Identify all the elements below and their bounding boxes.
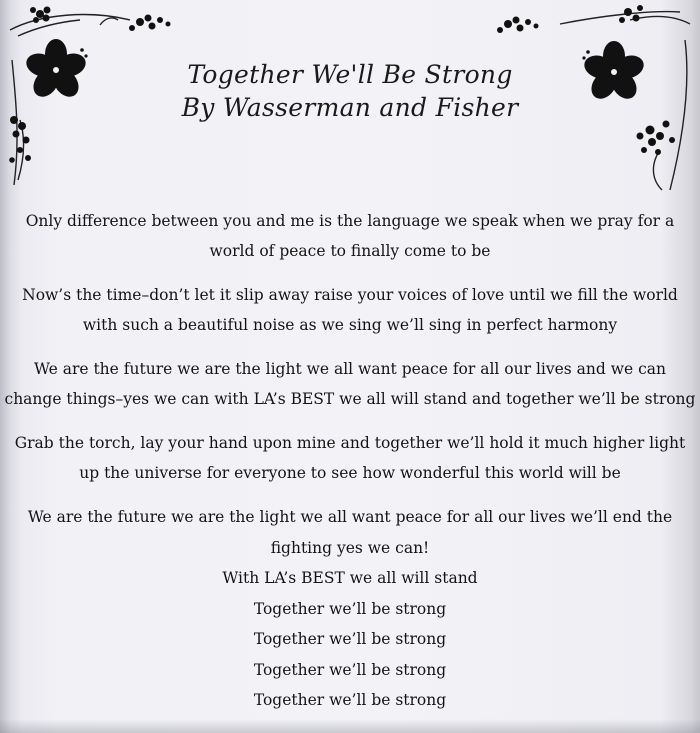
chorus-line: Together we’ll be strong xyxy=(253,691,447,709)
chorus-line: Together we’ll be strong xyxy=(253,630,447,648)
song-title: Together We'll Be Strong xyxy=(187,60,513,89)
song-title-block xyxy=(150,58,550,124)
lyric-line: Only difference between you and me is the language we speak when we pray for a xyxy=(25,212,675,230)
lyric-line: With LA’s BEST we all will stand xyxy=(222,569,478,587)
stanza-2 xyxy=(0,280,700,340)
song-authors: By Wasserman and Fisher xyxy=(181,93,519,122)
lyric-line: world of peace to finally come to be xyxy=(209,242,491,260)
lyric-line: We are the future we are the light we all want peace for all our lives we’ll end the xyxy=(27,508,673,526)
stanza-4 xyxy=(0,428,700,488)
stanza-final xyxy=(0,502,700,716)
lyric-line: We are the future we are the light we all want peace for all our lives and we can xyxy=(33,360,667,378)
stanza-3 xyxy=(0,354,700,414)
lyric-line: with such a beautiful noise as we sing we’ll sing in perfect harmony xyxy=(82,316,618,334)
lyric-line: fighting yes we can! xyxy=(270,538,430,557)
lyrics-body xyxy=(0,206,700,716)
stanza-1 xyxy=(0,206,700,266)
lyric-line: up the universe for everyone to see how wonderful this world will be xyxy=(79,464,621,482)
chorus-line: Together we’ll be strong xyxy=(253,660,447,679)
lyric-line: change things–yes we can with LA’s BEST we all will stand and together we’ll be strong xyxy=(4,390,696,408)
lyric-line: Grab the torch, lay your hand upon mine and together we’ll hold it much higher light xyxy=(14,434,686,452)
chorus-line: Together we’ll be strong xyxy=(253,599,447,618)
lyric-line: Now’s the time–don’t let it slip away raise your voices of love until we fill the world xyxy=(22,286,678,304)
